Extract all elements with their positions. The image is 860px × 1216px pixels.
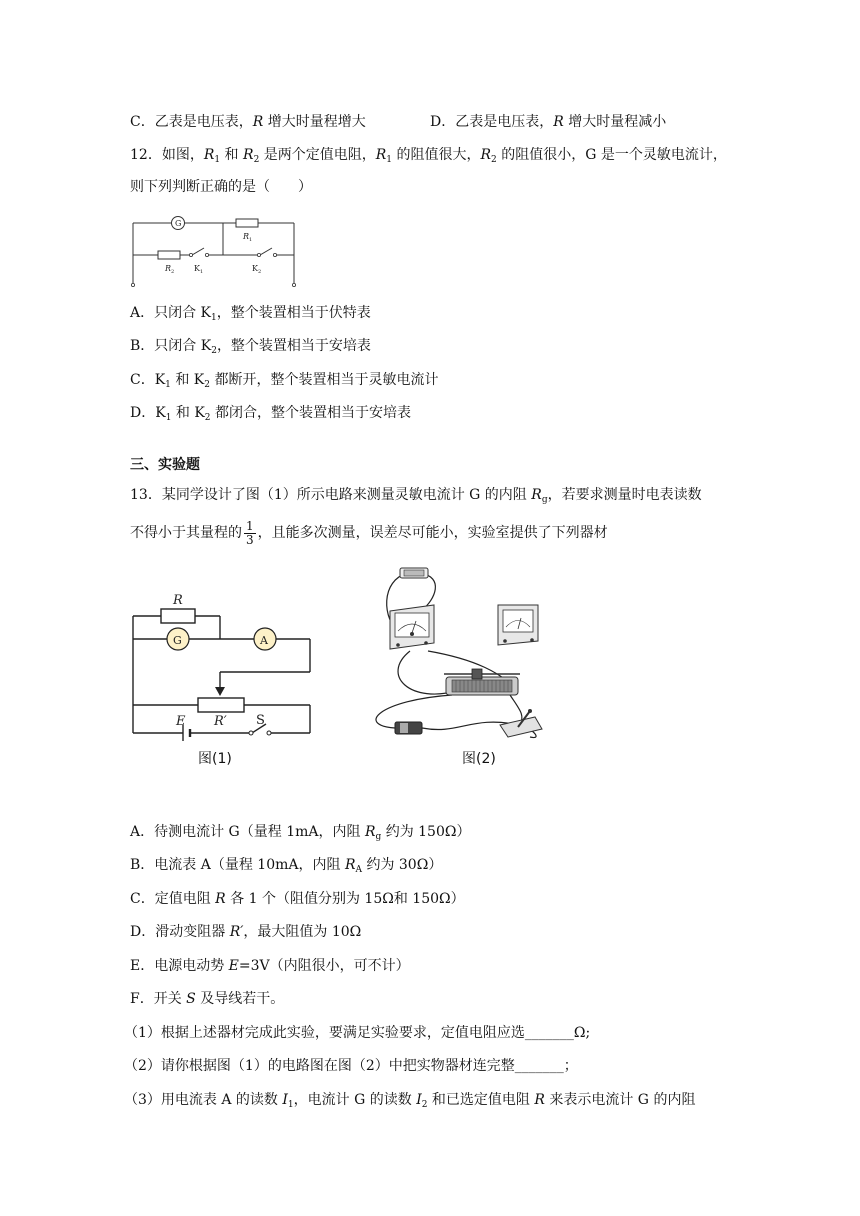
fig1-label-g: G: [173, 634, 182, 647]
q13-option-f: F．开关 S 及导线若干。: [130, 991, 285, 1007]
diagram-label-r2-sub: 2: [171, 269, 175, 275]
fig1-label-a: A: [260, 634, 268, 647]
q12-stem-line1: 12．如图，$R_1$ 和 $R_2$ 是两个定值电阻，$R_1$ 的阻值很大，$R_2$ 的阻值很小，G 是一个灵敏电流计，: [130, 147, 727, 165]
q13-option-d: D．滑动变阻器 R′，最大阻值为 10Ω: [130, 924, 362, 940]
diagram-label-g: G: [175, 219, 182, 228]
battery-holder-icon: [400, 568, 428, 578]
fig1-label-s: S: [256, 713, 265, 728]
figure2-caption: 图(2): [462, 751, 496, 767]
q13-subquestion-3: （3）用电流表 A 的读数 $I_1$，电流计 G 的读数 $I_2$ 和已选定值电阻 R 来表示电流计 G 的内阻: [124, 1092, 696, 1110]
q12-stem-line2: 则下列判断正确的是（ ）: [130, 179, 312, 195]
q13-stem-line1: 13．某同学设计了图（1）所示电路来测量灵敏电流计 G 的内阻 $R_g$，若要求测量时电表读数: [130, 487, 702, 505]
q12-option-d: D．$K_1$ 和 $K_2$ 都闭合，整个装置相当于安培表: [130, 405, 411, 423]
figure1-circuit-schematic: [128, 585, 318, 745]
q13-option-b: B．电流表 A（量程 10mA，内阻 $R_A$ 约为 30Ω）: [130, 857, 443, 875]
q13-option-c: C．定值电阻 R 各 1 个（阻值分别为 15Ω和 150Ω）: [130, 891, 465, 907]
section-heading-experiment: 三、实验题: [130, 457, 200, 473]
q12-option-c: C．$K_1$ 和 $K_2$ 都断开，整个装置相当于灵敏电流计: [130, 372, 439, 390]
rheostat-device-icon: [444, 669, 520, 695]
q12-circuit-diagram: [128, 207, 300, 287]
q13-stem-line2: 不得小于其量程的 $\frac{1}{3}$ ，且能多次测量，误差尽可能小，实验室提供了下列器材: [130, 518, 608, 547]
q12-option-b: B．只闭合 $K_2$，整个装置相当于安培表: [130, 338, 371, 356]
diagram-label-k2: K: [252, 264, 258, 273]
q12-option-a: A．只闭合 $K_1$，整个装置相当于伏特表: [130, 305, 371, 323]
q13-subquestion-1: （1）根据上述器材完成此实验，要满足实验要求，定值电阻应选_______Ω;: [124, 1025, 591, 1041]
figure2-apparatus-illustration: [360, 565, 560, 745]
diagram-label-k1: K: [194, 264, 200, 273]
q11-option-c: C．乙表是电压表，R 增大时量程增大: [130, 114, 366, 130]
figure1-caption: 图(1): [198, 751, 232, 767]
fraction-one-third: $\frac{1}{3}$: [246, 518, 254, 547]
diagram-label-r1-sub: 1: [249, 237, 253, 243]
q13-option-a: A．待测电流计 G（量程 1mA，内阻 $R_g$ 约为 150Ω）: [130, 824, 471, 842]
fig1-label-r: R: [173, 593, 183, 608]
diagram-label-k1-sub: 1: [200, 269, 204, 275]
q13-option-e: E．电源电动势 E=3V（内阻很小，可不计）: [130, 958, 410, 974]
diagram-label-r2: R: [165, 264, 172, 273]
galvanometer-device-icon: [390, 605, 434, 649]
diagram-label-r1: R: [243, 232, 250, 241]
battery-cell-icon: [395, 722, 422, 734]
fig1-label-rprime: R′: [214, 714, 227, 729]
fig1-label-e: E: [176, 714, 186, 729]
q11-option-d: D．乙表是电压表，R 增大时量程减小: [430, 114, 667, 130]
q13-subquestion-2: （2）请你根据图（1）的电路图在图（2）中把实物器材连完整_______；: [124, 1058, 578, 1074]
ammeter-device-icon: [498, 605, 538, 645]
diagram-label-k2-sub: 2: [258, 269, 262, 275]
rheostat-slider-arrow: [215, 687, 225, 696]
